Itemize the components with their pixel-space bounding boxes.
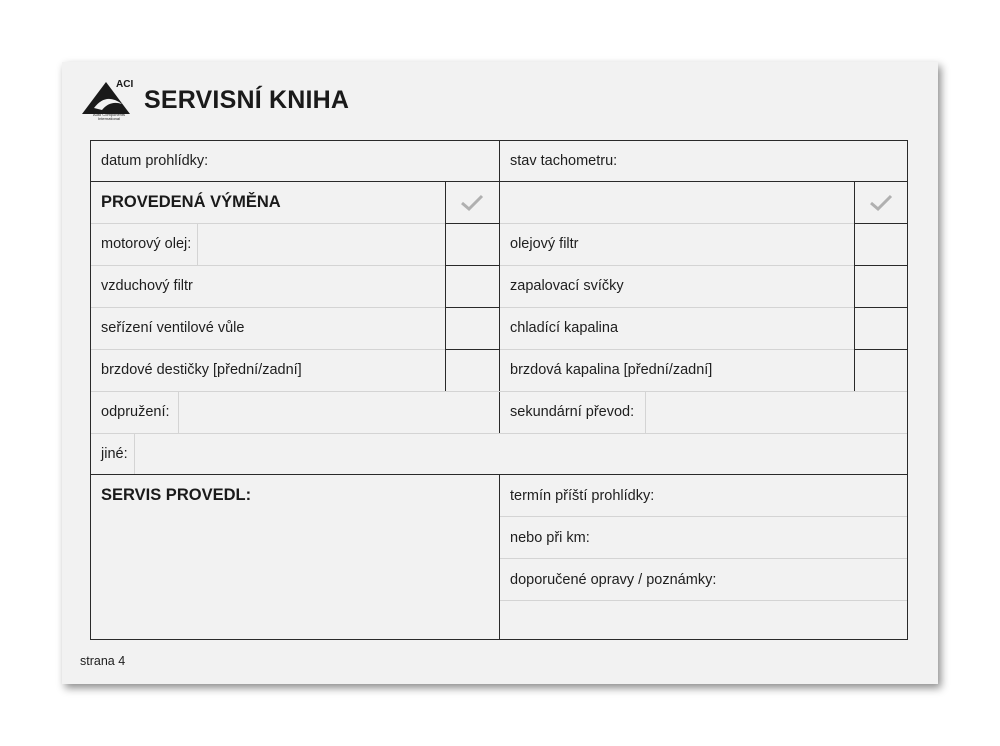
serviced-by-header: SERVIS PROVEDL: (101, 486, 252, 504)
left-check-header-box (445, 181, 500, 224)
coolant-checkbox[interactable] (854, 307, 908, 350)
divider (499, 141, 500, 181)
secondary-drive-label: sekundární převod: (510, 404, 635, 420)
divider (178, 392, 179, 433)
checkmark-icon (869, 194, 893, 212)
divider (645, 392, 646, 433)
divider (500, 349, 854, 350)
checkmark-icon (460, 194, 484, 212)
divider (500, 600, 907, 601)
divider (91, 265, 445, 266)
air-filter-checkbox[interactable] (445, 265, 500, 308)
center-divider (499, 474, 500, 640)
recommended-label: doporučené opravy / poznámky: (510, 572, 717, 588)
spark-plugs-checkbox[interactable] (854, 265, 908, 308)
brake-pads-checkbox[interactable] (445, 349, 500, 392)
divider (91, 433, 907, 434)
oil-filter-checkbox[interactable] (854, 223, 908, 266)
divider (91, 391, 907, 392)
logo-tagline: Auto Components International (92, 112, 126, 121)
page-number: strana 4 (80, 654, 126, 668)
logo-text: ACI (116, 79, 134, 90)
page-title: SERVISNÍ KNIHA (144, 86, 350, 114)
left-item-label: vzduchový filtr (101, 278, 193, 294)
divider (500, 223, 854, 224)
left-item-label: seřízení ventilové vůle (101, 320, 245, 336)
valve-clearance-checkbox[interactable] (445, 307, 500, 350)
left-item-label: brzdové destičky [přední/zadní] (101, 362, 302, 378)
divider (91, 223, 445, 224)
right-item-label: olejový filtr (510, 236, 579, 252)
divider (500, 516, 907, 517)
right-item-label: zapalovací svíčky (510, 278, 624, 294)
replacement-header: PROVEDENÁ VÝMĚNA (101, 193, 281, 211)
brake-fluid-checkbox[interactable] (854, 349, 908, 392)
right-check-header-box (854, 181, 908, 224)
divider (500, 307, 854, 308)
service-form (90, 140, 908, 640)
divider (91, 307, 445, 308)
divider (500, 558, 907, 559)
or-at-km-label: nebo při km: (510, 530, 590, 546)
right-item-label: chladící kapalina (510, 320, 619, 336)
motor-oil-checkbox[interactable] (445, 223, 500, 266)
left-item-label: motorový olej: (101, 236, 192, 252)
next-inspection-label: termín příští prohlídky: (510, 488, 655, 504)
suspension-label: odpružení: (101, 404, 170, 420)
inspection-date-label: datum prohlídky: (101, 153, 209, 169)
divider (134, 434, 135, 474)
odometer-label: stav tachometru: (510, 153, 618, 169)
divider (91, 349, 445, 350)
service-book-page (62, 62, 938, 684)
right-item-label: brzdová kapalina [přední/zadní] (510, 362, 713, 378)
divider (197, 224, 198, 265)
divider (500, 265, 854, 266)
other-label: jiné: (101, 446, 128, 462)
